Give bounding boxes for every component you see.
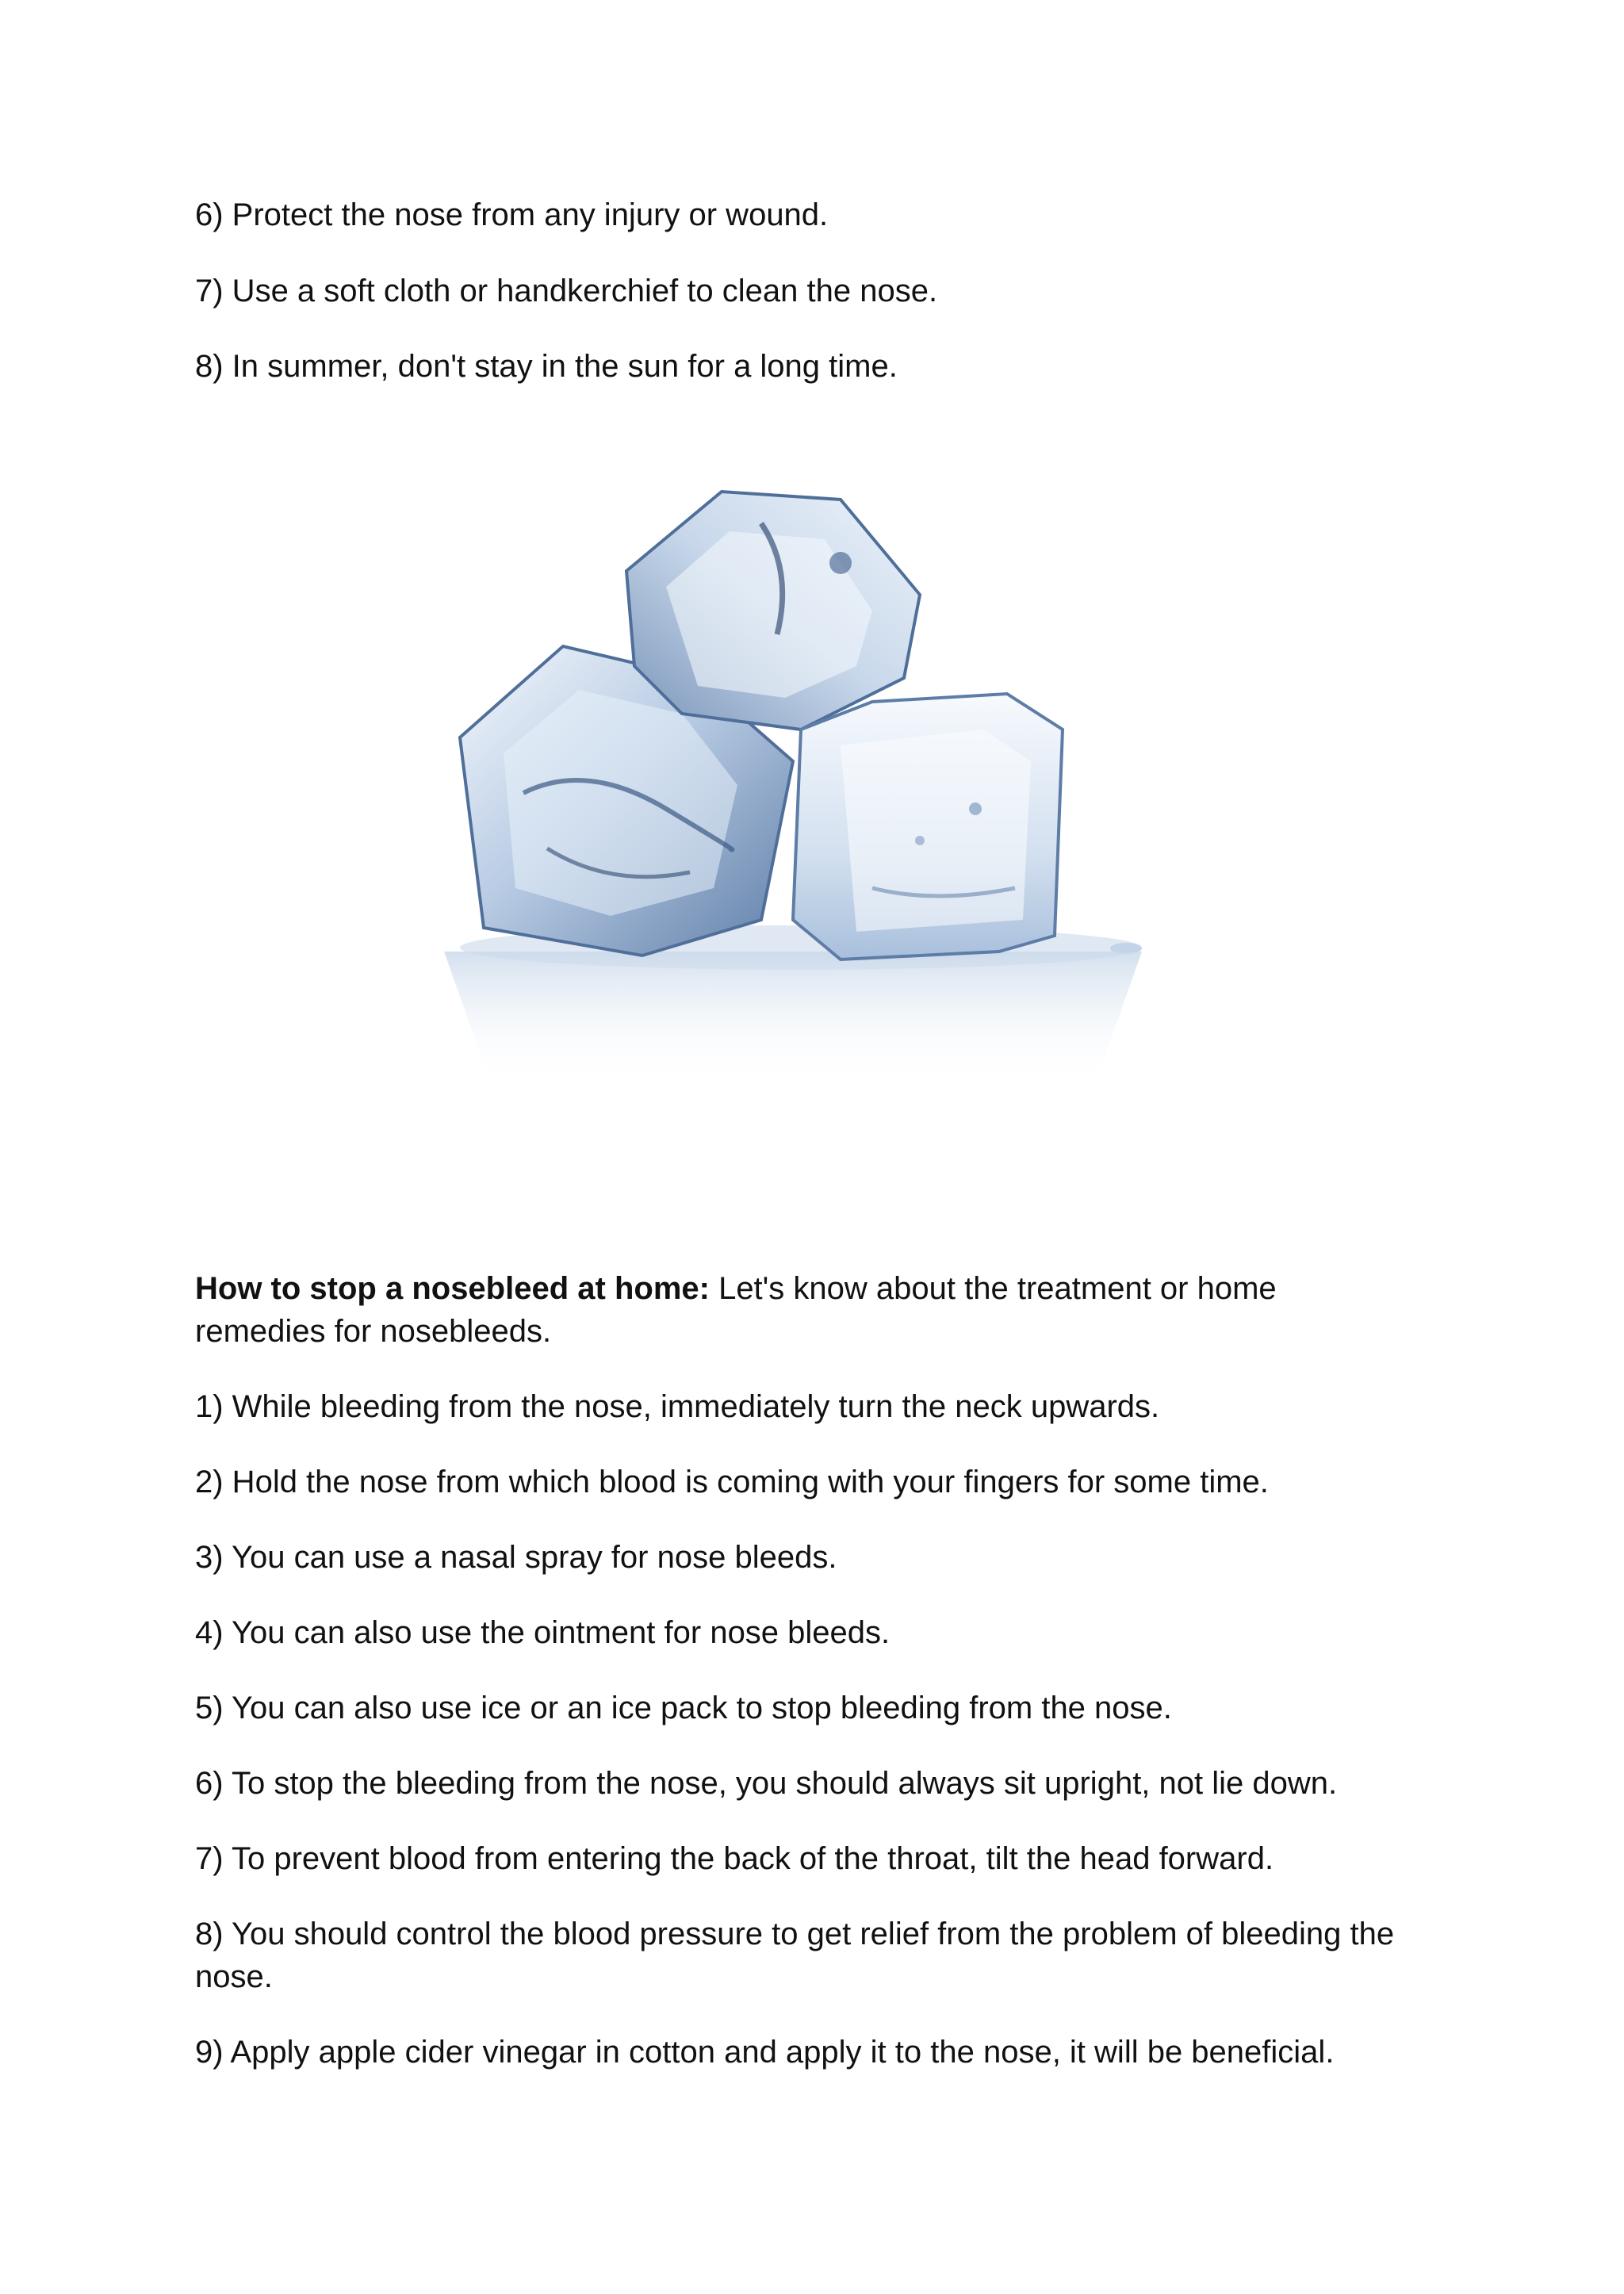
ice-cubes-image <box>428 476 1205 1102</box>
home-treatment-heading: How to stop a nosebleed at home: <box>195 1271 710 1306</box>
remedy-item-8: 8) You should control the blood pressure to get relief from the problem of bleeding the nose. <box>195 1917 1395 1994</box>
remedy-item-4: 4) You can also use the ointment for nose bleeds. <box>195 1615 891 1650</box>
remedy-item-6: 6) To stop the bleeding from the nose, you should always sit upright, not lie down. <box>195 1766 1338 1801</box>
home-treatment-intro <box>195 1267 1400 1353</box>
prevention-tip-7: 7) Use a soft cloth or handkerchief to clean the nose. <box>195 274 938 308</box>
remedy-item-7: 7) To prevent blood from entering the back of the throat, tilt the head forward. <box>195 1841 1274 1876</box>
prevention-tip-8: 8) In summer, don't stay in the sun for a long time. <box>195 349 898 384</box>
remedy-item-3: 3) You can use a nasal spray for nose bleeds. <box>195 1540 837 1575</box>
remedy-item-1: 1) While bleeding from the nose, immediately turn the neck upwards. <box>195 1389 1160 1424</box>
remedy-item-2: 2) Hold the nose from which blood is coming with your fingers for some time. <box>195 1465 1269 1499</box>
remedy-item-9: 9) Apply apple cider vinegar in cotton and apply it to the nose, it will be beneficial. <box>195 2035 1335 2070</box>
prevention-tip-6: 6) Protect the nose from any injury or wound. <box>195 197 829 232</box>
remedy-item-5: 5) You can also use ice or an ice pack to stop bleeding from the nose. <box>195 1691 1172 1725</box>
home-treatment-intro-text: Let's know about the treatment or home remedies for nosebleeds. <box>195 1271 1277 1349</box>
